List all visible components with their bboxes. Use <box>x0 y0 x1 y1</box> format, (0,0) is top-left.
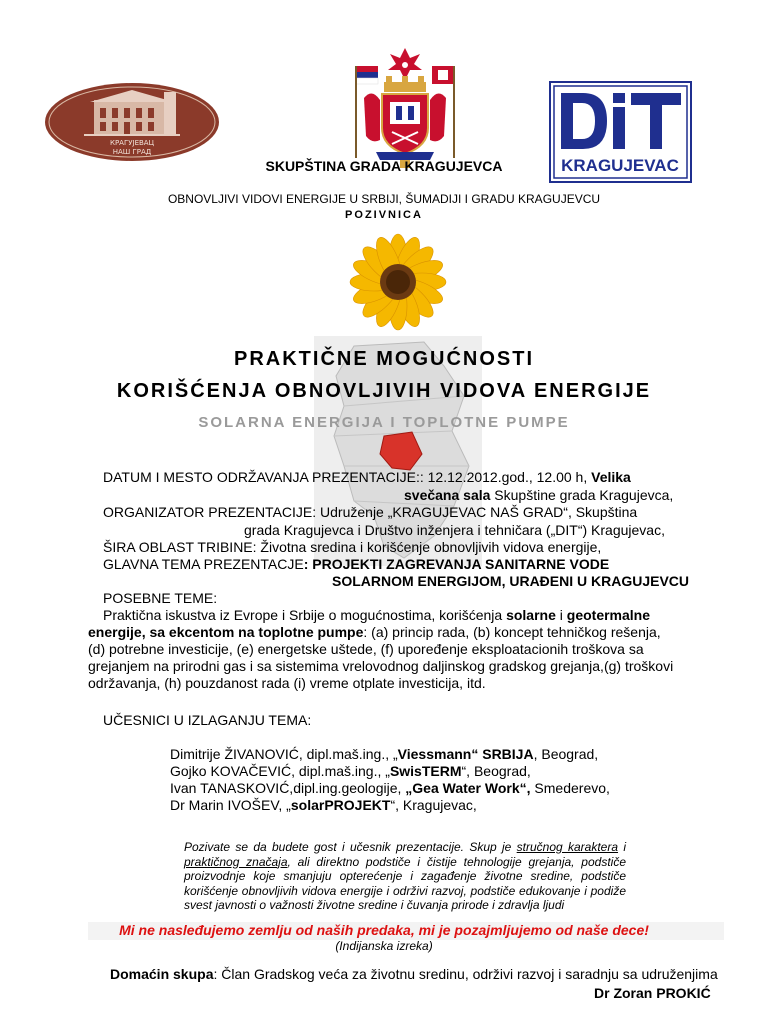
topics-geothermal: geotermalne <box>566 607 651 623</box>
topics-and: i <box>555 607 567 623</box>
motto-source: (Indijanska izreka) <box>335 939 433 953</box>
topics-p1: Praktična iskustva iz Evrope i Srbije o mogućnostima, korišćenja <box>103 607 507 623</box>
area-line <box>103 539 601 555</box>
organizer-value: Udruženje „KRAGUJEVAC NAŠ GRAD“, Skupština <box>316 504 638 520</box>
title-line-1: PRAKTIČNE MOGUĆNOSTI <box>234 348 534 370</box>
invitation-label: POZIVNICA <box>345 209 423 221</box>
participant-city: “, Kragujevac, <box>390 797 477 813</box>
title-line-2: KORIŠĆENJA OBNOVLJIVIH VIDOVA ENERGIJE <box>116 380 652 402</box>
organizer-line <box>103 504 637 520</box>
venue-bold-2: svečana sala <box>404 487 491 503</box>
date-label: DATUM I MESTO ODRŽAVANJA PREZENTACIJE: <box>103 469 420 485</box>
logo-left-text-1: КРАГУЈЕВАЦ <box>109 139 155 147</box>
sunflower-image <box>349 233 447 331</box>
invitation-text-underlined: praktičnog značaja <box>184 854 288 869</box>
invitation-text-part: Pozivate se da budete gost i učesnik prezentacije. Skup je <box>184 840 517 854</box>
host-text: : Član Gradskog veća za životnu sredinu, održivi razvoj i saradnju sa udruženjima <box>213 966 718 982</box>
topics-p3: (d) potrebne investicije, (e) energetske uštede, (f) upoređenje eksploatacionih troškova sa <box>88 641 644 657</box>
participant-city: Smederevo, <box>530 780 610 796</box>
participants-list <box>170 746 610 814</box>
topics-heatpumps: energije, sa ekcentom na toplotne pumpe <box>88 624 364 640</box>
invitation-text-part: i <box>618 840 627 854</box>
topics-solar: solarne <box>506 607 556 623</box>
host-signer: Dr Zoran PROKIĆ <box>594 985 711 1001</box>
venue-line <box>404 487 673 503</box>
theme-line <box>103 556 609 572</box>
participant-name: Dimitrije ŽIVANOVIĆ, dipl.maš.ing., „ <box>170 746 398 762</box>
topics-paragraph <box>88 607 728 692</box>
topics-heading: POSEBNE TEME: <box>103 590 218 606</box>
participant-row <box>170 763 610 780</box>
invitation-text-part: , ali direktno podstiče i čistije tehnologije grejanja, podstiče proizvodnje koje smanjuju opterećenje i zagađenje životne sredine, podstiče korišćenje obnovljivih vidova energije i održivi razvoj, podstiče edukovanje i podiže svest javnosti o važnosti životne sredine i čuvanja prirode i zdravlja ljudi <box>184 854 626 912</box>
topics-p4: grejanjem na prirodni gas i sa sistemima vrelovodnog daljinskog gradskog grejanja,(g) troškovi <box>88 658 674 674</box>
date-value: : 12.12.2012.god., 12.00 h, <box>419 469 588 485</box>
theme-label: GLAVNA TEMA PREZENTACJE <box>103 556 304 572</box>
participant-city: “, Beograd, <box>461 763 531 779</box>
participant-row <box>170 797 610 814</box>
participant-name: Gojko KOVAČEVIĆ, dipl.maš.ing., „ <box>170 763 390 779</box>
participant-company: „Gea Water Work“, <box>405 780 531 796</box>
date-line <box>103 469 631 485</box>
venue-bold-1: Velika <box>591 469 631 485</box>
theme-line-2: SOLARNOM ENERGIJOM, URAĐENI U KRAGUJEVCU <box>332 573 690 589</box>
topics-p5: održavanja, (h) pouzdanost rada (i) vreme otplate investicija, itd. <box>88 675 486 691</box>
host-label: Domaćin skupa <box>110 966 214 982</box>
invitation-text <box>184 840 626 913</box>
organizer-line-2: grada Kragujevca i Društvo inženjera i tehničara („DIT“) Kragujevac, <box>244 522 665 538</box>
participant-row <box>170 780 610 797</box>
invitation-text-underlined: stručnog karaktera <box>516 840 619 854</box>
participant-company: SwisTERM <box>389 763 462 779</box>
participant-company: solarPROJEKT <box>290 797 391 813</box>
participant-name: Dr Marin IVOŠEV, „ <box>170 797 291 813</box>
topics-p2: : (a) princip rada, (b) koncept tehničkog rešenja, <box>363 624 661 640</box>
host-line <box>110 966 718 982</box>
theme-value-1: : PROJEKTI ZAGREVANJA SANITARNE VODE <box>303 556 610 572</box>
participants-heading: UČESNICI U IZLAGANJU TEMA: <box>103 712 312 728</box>
participant-name: Ivan TANASKOVIĆ,dipl.ing.geologije, <box>170 780 406 796</box>
event-subtitle: OBNOVLJIVI VIDOVI ENERGIJE U SRBIJI, ŠUMADIJI I GRADU KRAGUJEVCU <box>167 192 601 206</box>
participant-row <box>170 746 610 763</box>
participant-company: Viessmann“ SRBIJA <box>397 746 534 762</box>
dit-logo-text: KRAGUJEVAC <box>561 156 679 175</box>
motto-quote: Mi ne nasleđujemo zemlju od naših predaka, mi je pozajmljujemo od naše dece! <box>119 922 649 938</box>
organizer-label: ORGANIZATOR PREZENTACIJE: <box>103 504 317 520</box>
kragujevac-nas-grad-logo <box>44 82 220 162</box>
coat-of-arms-emblem <box>350 48 460 168</box>
area-label: ŠIRA OBLAST TRIBINE: <box>103 539 257 555</box>
venue-rest: Skupštine grada Kragujevca, <box>490 487 674 503</box>
area-value: Životna sredina i korišćenje obnovljivih vidova energije, <box>256 539 602 555</box>
logo-left-text-2: НАШ ГРАД <box>112 148 152 156</box>
assembly-name: SKUPŠTINA GRADA KRAGUJEVCA <box>265 158 503 174</box>
participant-city: , Beograd, <box>533 746 599 762</box>
title-line-3: SOLARNA ENERGIJA I TOPLOTNE PUMPE <box>198 414 570 431</box>
